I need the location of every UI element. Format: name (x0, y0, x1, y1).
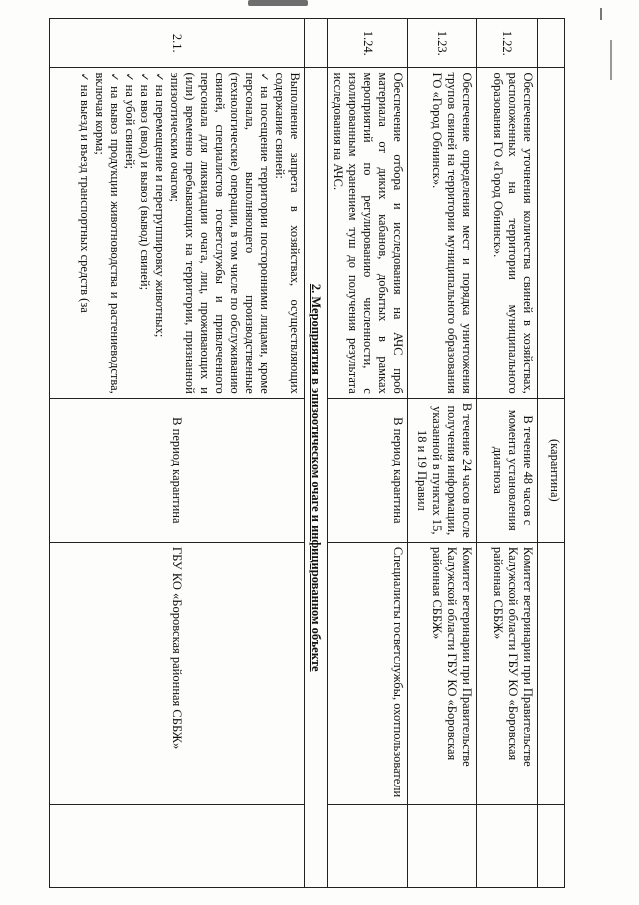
checkmark-icon: ✓ (108, 72, 121, 84)
deadline-text: В течение 48 часов с момента установления диагноза (477, 398, 538, 542)
section-header-row (305, 19, 328, 888)
row-number: 1.23. (408, 19, 477, 68)
checkmark-icon: ✓ (138, 72, 151, 82)
checkmark-icon: ✓ (78, 72, 91, 82)
list-item: ✓на посещение территории посторонними лицами, кроме персонала, выполняющего производственные (технологические) операции, в том числе по обслуживанию свиней, специалистов госветслужбы и привлеченного персонала для ликвидации очага, лиц, проживающих и (или) временно пребывающих на территории, признанной эпизоотическим очагом; (168, 72, 272, 394)
executor-text: Комитет ветеринарии при Правительстве Калужской области ГБУ КО «Боровская районная СББЖ» (477, 542, 538, 804)
deadline-text: В период карантина (50, 398, 305, 542)
row-number: 1.24. (328, 19, 408, 68)
measure-text: Обеспечение определения мест и порядка уничтожения трупов свиней на территории муниципального образования ГО «Город Обнинск». (408, 68, 477, 398)
measure-intro: Выполнение запрета в хозяйствах, осуществляющих содержание свиней: (273, 72, 302, 394)
table-row (538, 19, 565, 888)
measure-text: Обеспечение отбора и исследования на АЧС проб материала от диких кабанов, добытых в рамках мероприятий по регулированию численности, с изолированным хранением туш до получения результата исследования на АЧС. (328, 68, 408, 398)
measures-table (49, 18, 565, 888)
row-number: 1.22. (477, 19, 538, 68)
list-item: ✓на перемещение и перегруппировку животных; (153, 72, 167, 338)
executor-text: Специалисты госветслужбы, охотпользователи (328, 542, 408, 804)
row-number: 2.1. (50, 19, 305, 68)
checkmark-icon: ✓ (153, 72, 166, 82)
deadline-text: В период карантина (328, 398, 408, 542)
table-row (50, 19, 305, 888)
executor-text: ГБУ КО «Боровская районная СББЖ» (50, 542, 305, 804)
measure-text (50, 68, 305, 398)
deadline-text: В течение 24 часов после получения информации, указанной в пунктах 15, 18 и 19 Правил (408, 398, 477, 542)
executor-text: Комитет ветеринарии при Правительстве Калужской области ГБУ КО «Боровская районная СББЖ» (408, 542, 477, 804)
list-item: ✓на вывоз продукции животноводства и растениеводства, включая корма; (93, 72, 122, 394)
list-item: ✓на выезд и въезд транспортных средств (за (78, 72, 92, 313)
checkmark-icon: ✓ (123, 72, 136, 82)
section-title: 2. Мероприятия в эпизоотическом очаге и инфицированном объекте (305, 68, 328, 888)
measure-text: Обеспечение уточнения количества свиней в хозяйствах, расположенных на территории муниципального образования ГО «Город Обнинск». (477, 68, 538, 398)
table-row (477, 19, 538, 888)
table-row (328, 19, 408, 888)
list-item: ✓на убой свиней; (123, 72, 137, 170)
table-row (408, 19, 477, 888)
list-item: ✓на ввоз (ввод) и вывоз (вывод) свиней; (138, 72, 152, 291)
karantina-cell: (карантина) (538, 398, 565, 542)
checkmark-icon: ✓ (258, 72, 271, 84)
